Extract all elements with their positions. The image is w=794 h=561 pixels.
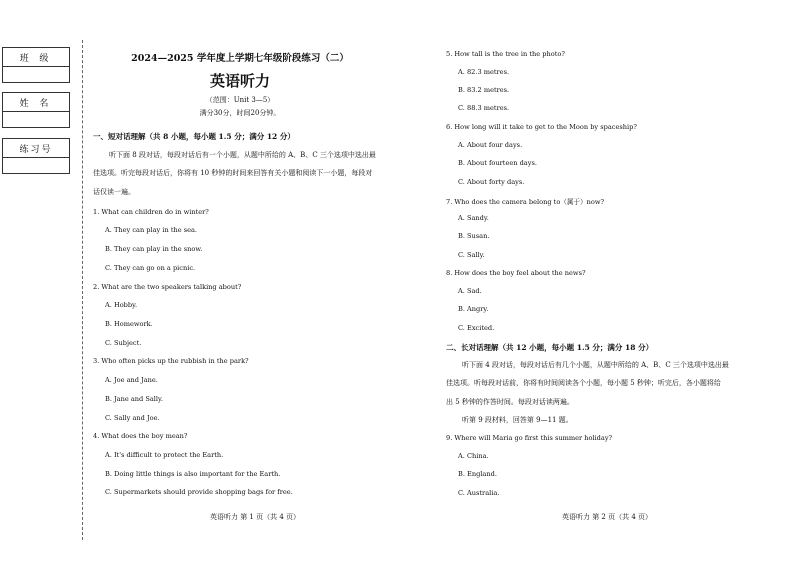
page2-footer: 英语听力 第 2 页（共 4 页）: [561, 513, 653, 521]
question-4: 4. What does the boy mean?: [93, 432, 188, 440]
subject-title: 英语听力: [209, 72, 270, 90]
exam-title: 2024—2025 学年度上学期七年级阶段练习（二）: [131, 53, 349, 64]
q4-option-c[interactable]: C. Supermarkets should provide shopping bags for free.: [105, 488, 293, 496]
q2-option-b[interactable]: B. Homework.: [105, 320, 153, 328]
question-8: 8. How does the boy feel about the news?: [446, 269, 586, 277]
q2-option-a[interactable]: A. Hobby.: [105, 301, 138, 309]
class-field[interactable]: [2, 47, 70, 83]
section1-instruction-line: 听下面 8 段对话，每段对话后有一个小题，从题中所给的 A、B、C 三个选项中选出最: [109, 151, 376, 159]
question-5: 5. How tall is the tree in the photo?: [446, 50, 565, 58]
section2-heading: 二、长对话理解（共 12 小题，每小题 1.5 分；满分 18 分）: [446, 343, 654, 352]
q5-option-b[interactable]: B. 83.2 metres.: [458, 86, 510, 94]
question-9: 9. Where will Maria go first this summer holiday?: [446, 434, 613, 442]
question-2: 2. What are the two speakers talking about?: [93, 283, 242, 291]
exam-scope: （范围：Unit 3—5）: [205, 96, 275, 104]
practice-number-label: 练习号: [3, 139, 69, 158]
section2-instruction-line: 出 5 秒钟的作答时间。每段对话读两遍。: [446, 398, 574, 406]
q4-option-b[interactable]: B. Doing little things is also important for the Earth.: [105, 470, 281, 478]
class-label: 班 级: [3, 48, 69, 67]
page1-footer: 英语听力 第 1 页（共 4 页）: [209, 513, 301, 521]
q7-option-b[interactable]: B. Susan.: [458, 232, 490, 240]
q8-option-a[interactable]: A. Sad.: [458, 287, 482, 295]
section1-instruction-line: 话仅读一遍。: [93, 188, 135, 196]
material-note: 听第 9 段材料，回答第 9—11 题。: [462, 416, 573, 424]
question-6: 6. How long will it take to get to the Moon by spaceship?: [446, 123, 637, 131]
q4-option-a[interactable]: A. It's difficult to protect the Earth.: [105, 451, 224, 459]
section1-instruction-line: 佳选项。听完每段对话后，你将有 10 秒钟的时间来回答有关小题和阅读下一小题，每段对: [93, 169, 373, 177]
practice-number-input-area[interactable]: [3, 158, 69, 173]
section2-instruction-line: 佳选项。听每段对话前，你将有时间阅读各个小题，每小题 5 秒钟；听完后，各小题将给: [446, 379, 721, 387]
q6-option-b[interactable]: B. About fourteen days.: [458, 159, 537, 167]
q7-option-c[interactable]: C. Sally.: [458, 251, 485, 259]
q8-option-c[interactable]: C. Excited.: [458, 324, 495, 332]
q6-option-a[interactable]: A. About four days.: [458, 141, 523, 149]
name-field[interactable]: [2, 92, 70, 128]
q9-option-a[interactable]: A. China.: [458, 452, 489, 460]
q2-option-c[interactable]: C. Subject.: [105, 339, 142, 347]
score-time: 满分30分，时间20分钟。: [199, 109, 281, 117]
class-input-area[interactable]: [3, 67, 69, 82]
q1-option-c[interactable]: C. They can go on a picnic.: [105, 264, 196, 272]
q5-option-a[interactable]: A. 82.3 metres.: [458, 68, 510, 76]
question-3: 3. Who often picks up the rubbish in the park?: [93, 357, 249, 365]
q7-option-a[interactable]: A. Sandy.: [458, 214, 489, 222]
q6-option-c[interactable]: C. About forty days.: [458, 178, 525, 186]
q9-option-c[interactable]: C. Australia.: [458, 489, 500, 497]
q8-option-b[interactable]: B. Angry.: [458, 305, 489, 313]
section2-instruction-line: 听下面 4 段对话，每段对话后有几个小题，从题中所给的 A、B、C 三个选项中选出最: [462, 361, 729, 369]
q1-option-b[interactable]: B. They can play in the snow.: [105, 245, 203, 253]
name-input-area[interactable]: [3, 112, 69, 127]
binding-line: [82, 40, 83, 540]
q3-option-c[interactable]: C. Sally and Joe.: [105, 414, 160, 422]
q3-option-a[interactable]: A. Joe and Jane.: [105, 376, 158, 384]
q9-option-b[interactable]: B. England.: [458, 470, 497, 478]
name-label: 姓 名: [3, 93, 69, 112]
q5-option-c[interactable]: C. 88.3 metres.: [458, 104, 510, 112]
q3-option-b[interactable]: B. Jane and Sally.: [105, 395, 163, 403]
practice-number-field[interactable]: [2, 138, 70, 174]
question-1: 1. What can children do in winter?: [93, 208, 209, 216]
q1-option-a[interactable]: A. They can play in the sea.: [105, 226, 198, 234]
section1-heading: 一、短对话理解（共 8 小题，每小题 1.5 分；满分 12 分）: [93, 132, 295, 141]
question-7: 7. Who does the camera belong to（属于）now?: [446, 198, 605, 206]
